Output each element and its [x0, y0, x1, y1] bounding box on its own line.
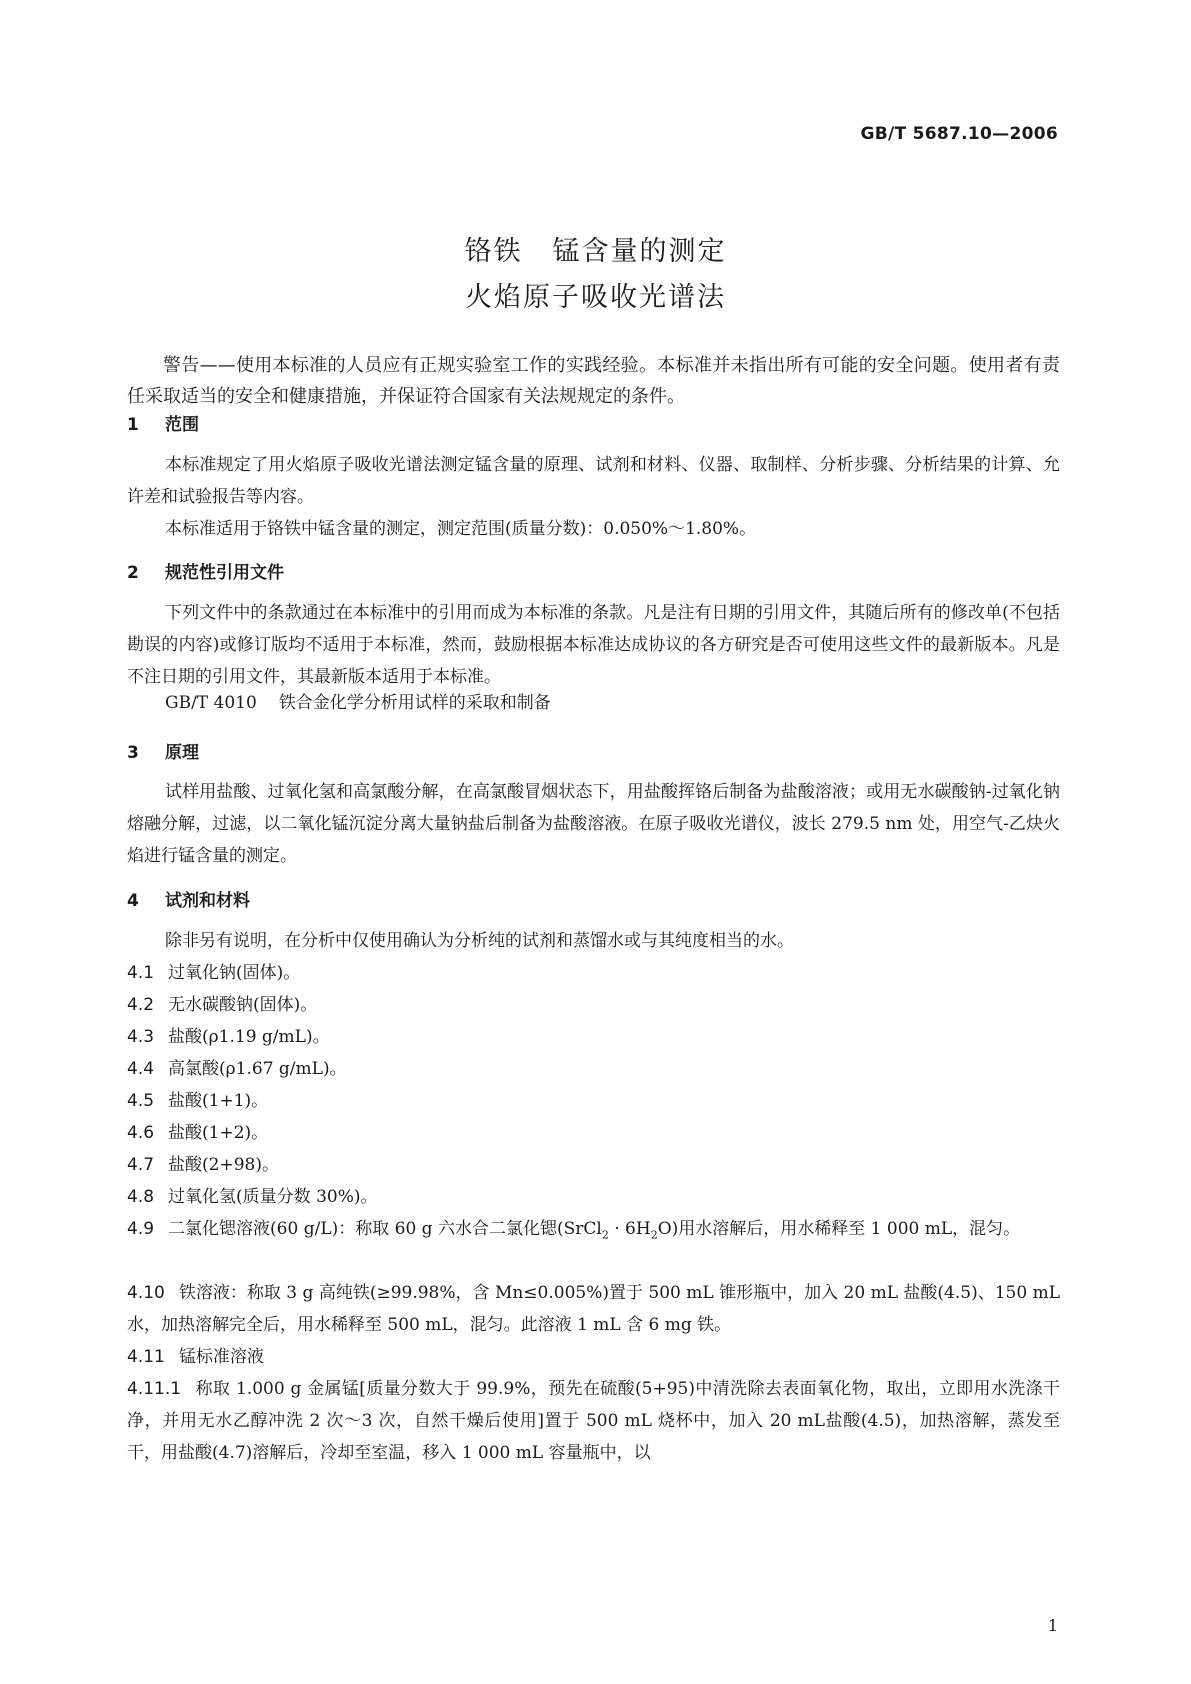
section-1-heading	[127, 410, 199, 435]
item-number: 4.1	[127, 963, 155, 983]
title-line-2: 火焰原子吸收光谱法	[465, 282, 726, 313]
section-title: 试剂和材料	[165, 891, 250, 911]
section-1-paragraph-2: 本标准适用于铬铁中锰含量的测定，测定范围(质量分数)：0.050%～1.80%。	[165, 519, 757, 539]
item-text: 盐酸(1+2)。	[168, 1123, 269, 1143]
page-number: 1	[1047, 1616, 1058, 1635]
item-text: 盐酸(2+98)。	[168, 1155, 280, 1175]
list-item-4-11-1	[127, 1373, 1060, 1469]
item-number: 4.10	[127, 1283, 165, 1303]
item-text: 过氧化氢(质量分数 30%)。	[168, 1187, 378, 1207]
standard-code: GB/T 5687.10—2006	[860, 124, 1058, 144]
item-text: 锰标准溶液	[178, 1347, 264, 1367]
item-text-post: O)用水溶解后，用水稀释至 1 000 mL，混匀。	[657, 1219, 1021, 1239]
list-item	[127, 1181, 1060, 1213]
item-number: 4.6	[127, 1123, 155, 1143]
list-item	[127, 1021, 1060, 1053]
section-number: 3	[127, 743, 139, 763]
section-number: 1	[127, 415, 139, 435]
item-number: 4.8	[127, 1187, 155, 1207]
section-title: 规范性引用文件	[165, 563, 284, 583]
normative-reference	[165, 688, 551, 713]
item-text: 过氧化钠(固体)。	[168, 963, 301, 983]
section-title: 原理	[165, 743, 199, 763]
list-item	[127, 1149, 1060, 1181]
item-text: 铁溶液：称取 3 g 高纯铁(≥99.98%，含 Mn≤0.005%)置于 500 mL 锥形瓶中，加入 20 mL 盐酸(4.5)、150 mL 水，加热溶解完全后，用水稀释至 500 mL，混匀。此溶液 1 mL 含 6 mg 铁。	[127, 1283, 1060, 1335]
list-item-4-10	[127, 1277, 1060, 1341]
subscript: 2	[601, 1228, 609, 1242]
section-number: 4	[127, 891, 139, 911]
title-line-1	[0, 229, 1191, 268]
item-text: 高氯酸(ρ1.67 g/mL)。	[168, 1059, 347, 1079]
section-3-heading	[127, 738, 199, 763]
title-part-1: 铬铁	[464, 236, 523, 267]
list-item-4-11	[127, 1341, 1060, 1373]
item-text-mid: · 6H	[608, 1219, 651, 1239]
item-number: 4.7	[127, 1155, 155, 1175]
warning-paragraph: 警告——使用本标准的人员应有正规实验室工作的实践经验。本标准并未指出所有可能的安全问题。使用者有责任采取适当的安全和健康措施，并保证符合国家有关法规规定的条件。	[127, 355, 1060, 407]
section-2-paragraph-1: 下列文件中的条款通过在本标准中的引用而成为本标准的条款。凡是注有日期的引用文件，其随后所有的修改单(不包括勘误的内容)或修订版均不适用于本标准，然而，鼓励根据本标准达成协议的各方研究是否可使用这些文件的最新版本。凡是不注日期的引用文件，其最新版本适用于本标准。	[127, 603, 1060, 687]
item-text: 称取 1.000 g 金属锰[质量分数大于 99.9%，预先在硫酸(5+95)中清洗除去表面氧化物，取出，立即用水洗涤干净，并用无水乙醇冲洗 2 次～3 次，自然干燥后使用]置于 500 mL 烧杯中，加入 20 mL盐酸(4.5)，加热溶解，蒸发至干，用盐酸(4.7)溶解后，冷却至室温，移入 1 000 mL 容量瓶中，以	[127, 1379, 1060, 1463]
list-item	[127, 1117, 1060, 1149]
item-number: 4.5	[127, 1091, 155, 1111]
list-item	[127, 957, 1060, 989]
item-number: 4.3	[127, 1027, 155, 1047]
subscript: 2	[650, 1228, 658, 1242]
section-2-heading	[127, 558, 284, 583]
section-3-paragraph-1: 试样用盐酸、过氧化氢和高氯酸分解，在高氯酸冒烟状态下，用盐酸挥铬后制备为盐酸溶液；或用无水碳酸钠-过氧化钠熔融分解，过滤，以二氧化锰沉淀分离大量钠盐后制备为盐酸溶液。在原子吸收光谱仪，波长 279.5 nm 处，用空气-乙炔火焰进行锰含量的测定。	[127, 782, 1060, 866]
reference-code: GB/T 4010	[165, 693, 257, 713]
item-text: 盐酸(1+1)。	[168, 1091, 269, 1111]
item-number: 4.9	[127, 1219, 155, 1239]
section-1-paragraph-1: 本标准规定了用火焰原子吸收光谱法测定锰含量的原理、试剂和材料、仪器、取制样、分析步骤、分析结果的计算、允许差和试验报告等内容。	[127, 455, 1060, 507]
item-text-pre: 二氯化锶溶液(60 g/L)：称取 60 g 六水合二氯化锶(SrCl	[168, 1219, 602, 1239]
item-number: 4.11	[127, 1347, 165, 1367]
section-4-heading	[127, 886, 250, 911]
item-number: 4.4	[127, 1059, 155, 1079]
section-4-paragraph-1: 除非另有说明，在分析中仅使用确认为分析纯的试剂和蒸馏水或与其纯度相当的水。	[165, 931, 794, 951]
list-item	[127, 989, 1060, 1021]
list-item	[127, 1053, 1060, 1085]
section-number: 2	[127, 563, 139, 583]
title-part-2: 锰含量的测定	[552, 236, 727, 267]
item-number: 4.2	[127, 995, 155, 1015]
reference-title: 铁合金化学分析用试样的采取和制备	[278, 693, 551, 713]
item-text: 盐酸(ρ1.19 g/mL)。	[168, 1027, 330, 1047]
item-text: 无水碳酸钠(固体)。	[168, 995, 318, 1015]
item-number: 4.11.1	[127, 1379, 182, 1399]
list-item	[127, 1085, 1060, 1117]
section-title: 范围	[165, 415, 199, 435]
list-item-4-9	[127, 1213, 1060, 1251]
